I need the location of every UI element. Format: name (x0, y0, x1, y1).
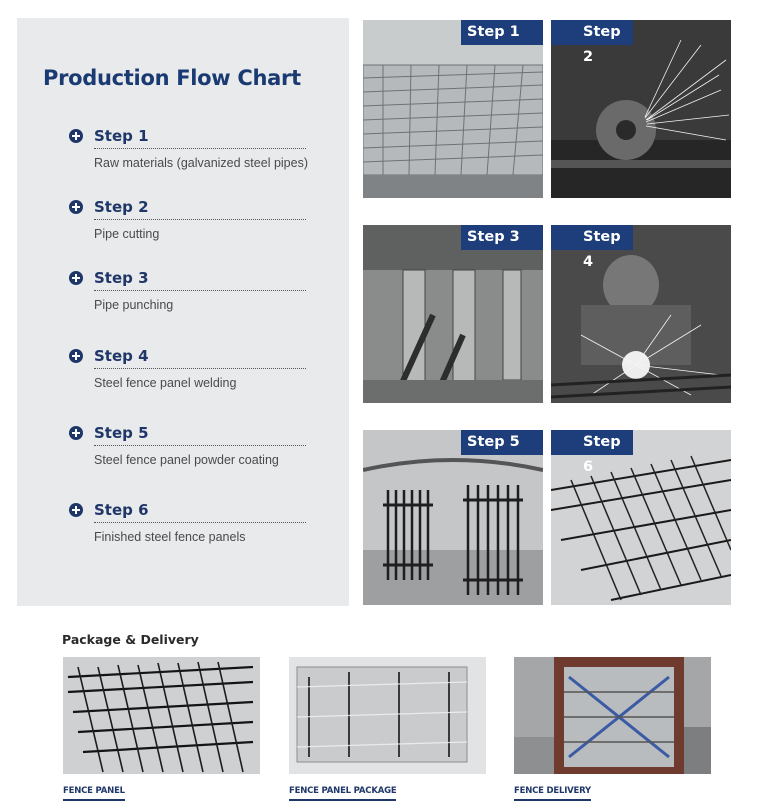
caption-fence-panel: FENCE PANEL (63, 786, 125, 801)
photo-step-4-welding (551, 225, 731, 403)
step-tag: Step 3 (461, 225, 543, 250)
caption-fence-delivery: FENCE DELIVERY (514, 786, 591, 801)
step-label: Step 6 (94, 501, 149, 519)
step-description: Steel fence panel powder coating (94, 453, 279, 467)
step-tag: Step 1 (461, 20, 543, 45)
dotted-divider (94, 219, 306, 220)
photo-step-1-pipes (363, 20, 543, 198)
dotted-divider (94, 522, 306, 523)
flow-step-4 (69, 346, 309, 390)
step-description: Pipe cutting (94, 227, 160, 241)
dotted-divider (94, 368, 306, 369)
dotted-divider (94, 445, 306, 446)
flow-step-6 (69, 500, 309, 544)
plus-circle-icon (69, 271, 83, 285)
plus-circle-icon (69, 129, 83, 143)
flow-step-5 (69, 423, 309, 467)
step-label: Step 2 (94, 198, 149, 216)
plus-circle-icon (69, 200, 83, 214)
step-tag: Step 2 (551, 20, 633, 45)
step-description: Raw materials (galvanized steel pipes) (94, 156, 308, 170)
photo-step-6-finished (551, 430, 731, 605)
flow-step-3 (69, 268, 309, 312)
step-description: Steel fence panel welding (94, 376, 237, 390)
step-tag: Step 5 (461, 430, 543, 455)
plus-circle-icon (69, 349, 83, 363)
step-label: Step 5 (94, 424, 149, 442)
photo-fence-panel (63, 657, 260, 774)
step-description: Finished steel fence panels (94, 530, 246, 544)
flow-step-2 (69, 197, 309, 241)
flow-chart-panel (17, 18, 349, 606)
step-description: Pipe punching (94, 298, 174, 312)
step-tag: Step 4 (551, 225, 633, 250)
plus-circle-icon (69, 426, 83, 440)
step-label: Step 3 (94, 269, 149, 287)
plus-circle-icon (69, 503, 83, 517)
photo-fence-panel-package (289, 657, 486, 774)
flow-chart-title: Production Flow Chart (43, 66, 301, 90)
flow-step-1 (69, 126, 309, 170)
step-tag: Step 6 (551, 430, 633, 455)
photo-step-2-cutting (551, 20, 731, 198)
caption-fence-panel-package: FENCE PANEL PACKAGE (289, 786, 396, 801)
step-label: Step 4 (94, 347, 149, 365)
photo-step-3-punching (363, 225, 543, 403)
dotted-divider (94, 290, 306, 291)
step-label: Step 1 (94, 127, 149, 145)
dotted-divider (94, 148, 306, 149)
photo-step-5-coating (363, 430, 543, 605)
package-delivery-title: Package & Delivery (62, 632, 199, 647)
photo-fence-delivery (514, 657, 711, 774)
